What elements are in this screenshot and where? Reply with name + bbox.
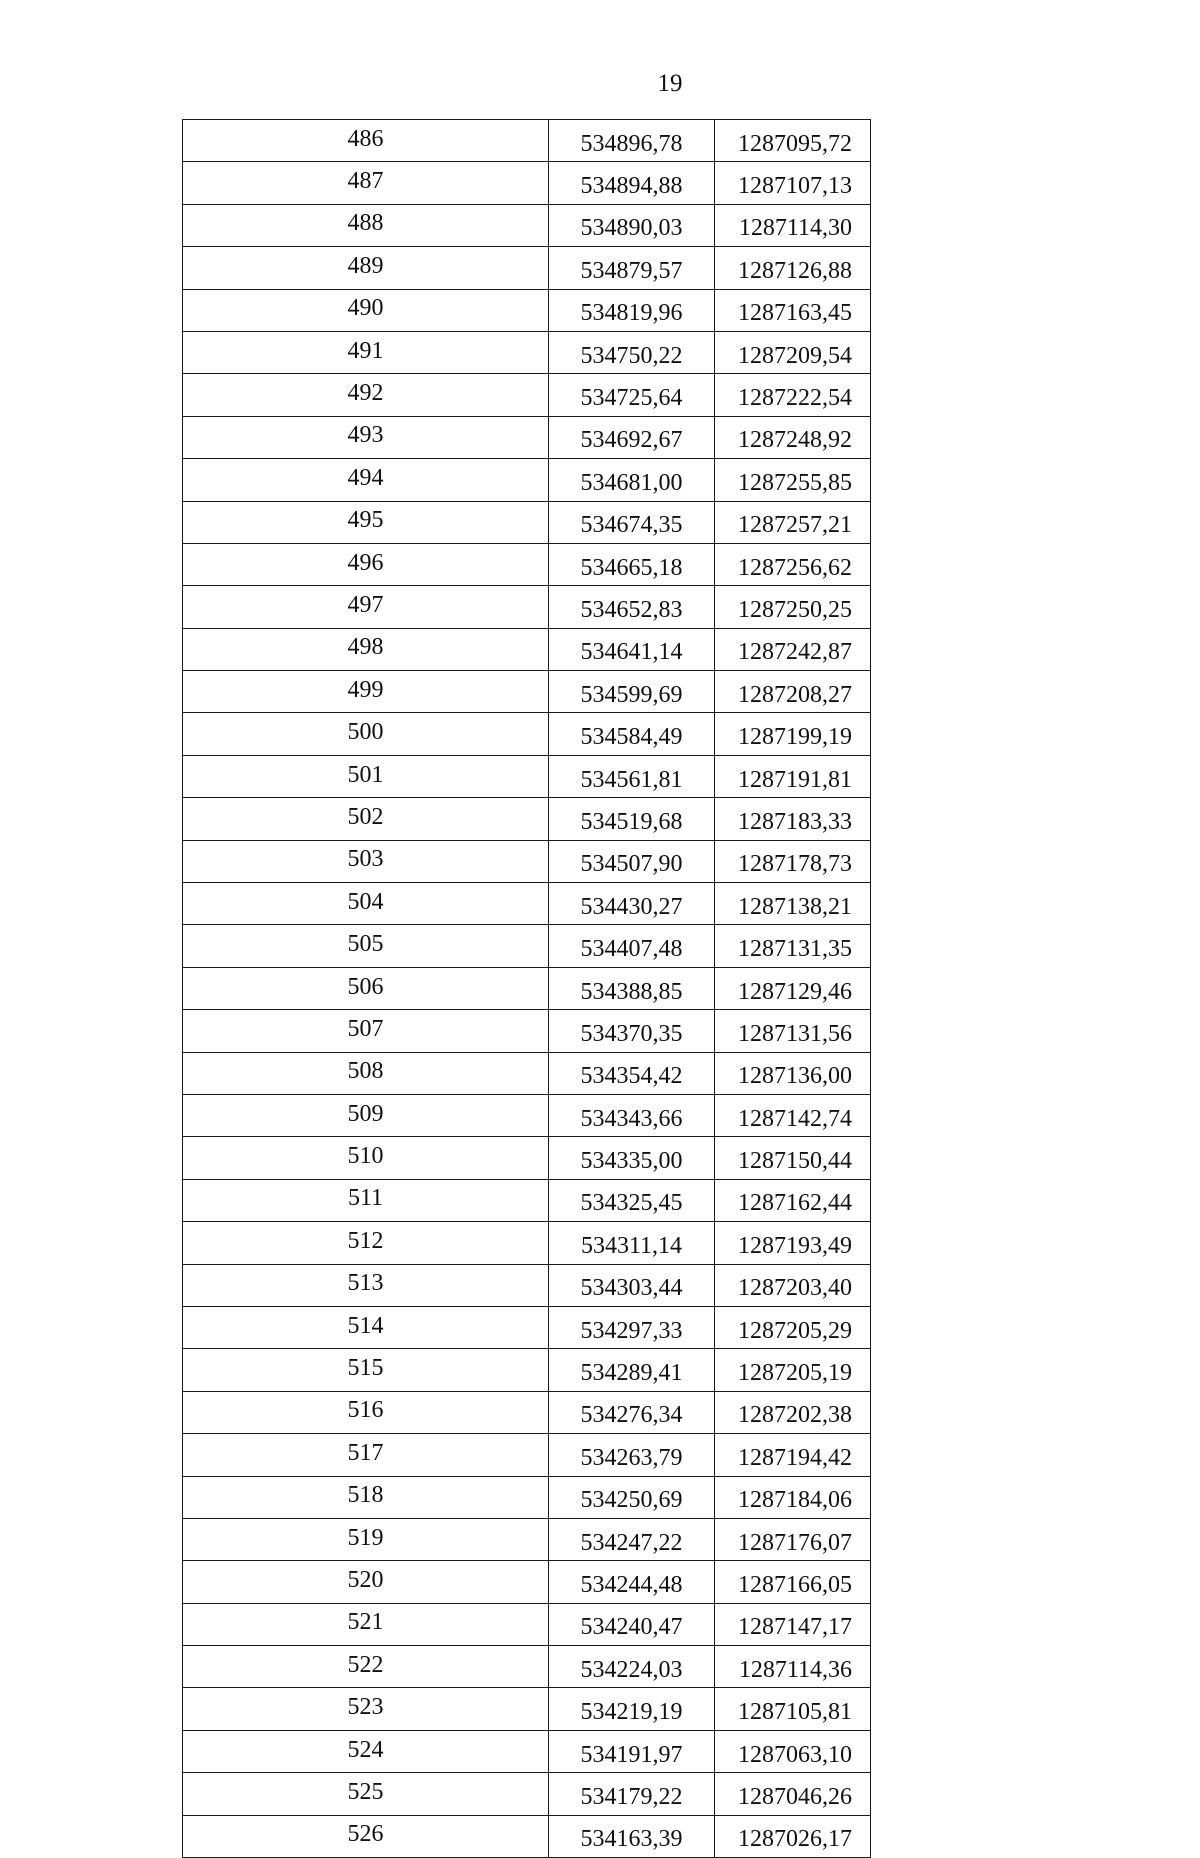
x-coordinate-cell: 534561,81 bbox=[549, 755, 715, 797]
table-row bbox=[183, 120, 871, 162]
coordinates-table-body bbox=[183, 120, 871, 1858]
x-coordinate-cell: 534674,35 bbox=[549, 501, 715, 543]
table-row bbox=[183, 204, 871, 246]
y-coordinate-cell: 1287138,21 bbox=[715, 883, 871, 925]
page-number: 19 bbox=[657, 70, 683, 97]
y-coordinate-cell: 1287136,00 bbox=[715, 1052, 871, 1094]
table-row bbox=[183, 543, 871, 585]
point-number-cell: 500 bbox=[183, 713, 549, 755]
point-number-cell: 512 bbox=[183, 1222, 549, 1264]
y-coordinate-cell: 1287193,49 bbox=[715, 1222, 871, 1264]
y-coordinate-cell: 1287126,88 bbox=[715, 247, 871, 289]
table-row bbox=[183, 1010, 871, 1052]
x-coordinate-cell: 534244,48 bbox=[549, 1561, 715, 1603]
table-row bbox=[183, 1137, 871, 1179]
table-row bbox=[183, 1349, 871, 1391]
table-row bbox=[183, 1052, 871, 1094]
y-coordinate-cell: 1287095,72 bbox=[715, 120, 871, 162]
point-number-cell: 496 bbox=[183, 543, 549, 585]
y-coordinate-cell: 1287191,81 bbox=[715, 755, 871, 797]
point-number-cell: 517 bbox=[183, 1434, 549, 1476]
table-row bbox=[183, 713, 871, 755]
x-coordinate-cell: 534652,83 bbox=[549, 586, 715, 628]
y-coordinate-cell: 1287107,13 bbox=[715, 162, 871, 204]
y-coordinate-cell: 1287256,62 bbox=[715, 543, 871, 585]
y-coordinate-cell: 1287205,19 bbox=[715, 1349, 871, 1391]
table-row bbox=[183, 967, 871, 1009]
table-row bbox=[183, 1094, 871, 1136]
table-row bbox=[183, 1603, 871, 1645]
table-row bbox=[183, 1773, 871, 1815]
x-coordinate-cell: 534276,34 bbox=[549, 1391, 715, 1433]
x-coordinate-cell: 534263,79 bbox=[549, 1434, 715, 1476]
table-row bbox=[183, 1306, 871, 1348]
x-coordinate-cell: 534325,45 bbox=[549, 1179, 715, 1221]
point-number-cell: 503 bbox=[183, 840, 549, 882]
x-coordinate-cell: 534584,49 bbox=[549, 713, 715, 755]
point-number-cell: 513 bbox=[183, 1264, 549, 1306]
x-coordinate-cell: 534297,33 bbox=[549, 1306, 715, 1348]
x-coordinate-cell: 534354,42 bbox=[549, 1052, 715, 1094]
x-coordinate-cell: 534335,00 bbox=[549, 1137, 715, 1179]
x-coordinate-cell: 534641,14 bbox=[549, 628, 715, 670]
point-number-cell: 525 bbox=[183, 1773, 549, 1815]
y-coordinate-cell: 1287178,73 bbox=[715, 840, 871, 882]
y-coordinate-cell: 1287063,10 bbox=[715, 1730, 871, 1772]
point-number-cell: 486 bbox=[183, 120, 549, 162]
table-row bbox=[183, 162, 871, 204]
y-coordinate-cell: 1287222,54 bbox=[715, 374, 871, 416]
x-coordinate-cell: 534224,03 bbox=[549, 1646, 715, 1688]
point-number-cell: 495 bbox=[183, 501, 549, 543]
point-number-cell: 518 bbox=[183, 1476, 549, 1518]
y-coordinate-cell: 1287046,26 bbox=[715, 1773, 871, 1815]
point-number-cell: 519 bbox=[183, 1518, 549, 1560]
point-number-cell: 493 bbox=[183, 416, 549, 458]
y-coordinate-cell: 1287147,17 bbox=[715, 1603, 871, 1645]
y-coordinate-cell: 1287202,38 bbox=[715, 1391, 871, 1433]
x-coordinate-cell: 534665,18 bbox=[549, 543, 715, 585]
table-row bbox=[183, 1434, 871, 1476]
y-coordinate-cell: 1287203,40 bbox=[715, 1264, 871, 1306]
table-row bbox=[183, 416, 871, 458]
point-number-cell: 494 bbox=[183, 459, 549, 501]
point-number-cell: 510 bbox=[183, 1137, 549, 1179]
x-coordinate-cell: 534894,88 bbox=[549, 162, 715, 204]
point-number-cell: 497 bbox=[183, 586, 549, 628]
point-number-cell: 492 bbox=[183, 374, 549, 416]
point-number-cell: 507 bbox=[183, 1010, 549, 1052]
table-row bbox=[183, 331, 871, 373]
y-coordinate-cell: 1287142,74 bbox=[715, 1094, 871, 1136]
y-coordinate-cell: 1287250,25 bbox=[715, 586, 871, 628]
x-coordinate-cell: 534430,27 bbox=[549, 883, 715, 925]
table-row bbox=[183, 247, 871, 289]
table-row bbox=[183, 671, 871, 713]
x-coordinate-cell: 534179,22 bbox=[549, 1773, 715, 1815]
coordinates-table bbox=[182, 119, 871, 1858]
y-coordinate-cell: 1287194,42 bbox=[715, 1434, 871, 1476]
table-row bbox=[183, 1518, 871, 1560]
y-coordinate-cell: 1287131,35 bbox=[715, 925, 871, 967]
x-coordinate-cell: 534879,57 bbox=[549, 247, 715, 289]
y-coordinate-cell: 1287176,07 bbox=[715, 1518, 871, 1560]
point-number-cell: 498 bbox=[183, 628, 549, 670]
y-coordinate-cell: 1287114,30 bbox=[715, 204, 871, 246]
y-coordinate-cell: 1287257,21 bbox=[715, 501, 871, 543]
point-number-cell: 511 bbox=[183, 1179, 549, 1221]
x-coordinate-cell: 534240,47 bbox=[549, 1603, 715, 1645]
point-number-cell: 508 bbox=[183, 1052, 549, 1094]
point-number-cell: 501 bbox=[183, 755, 549, 797]
y-coordinate-cell: 1287162,44 bbox=[715, 1179, 871, 1221]
point-number-cell: 515 bbox=[183, 1349, 549, 1391]
table-row bbox=[183, 1476, 871, 1518]
table-row bbox=[183, 1561, 871, 1603]
x-coordinate-cell: 534819,96 bbox=[549, 289, 715, 331]
x-coordinate-cell: 534303,44 bbox=[549, 1264, 715, 1306]
y-coordinate-cell: 1287105,81 bbox=[715, 1688, 871, 1730]
x-coordinate-cell: 534311,14 bbox=[549, 1222, 715, 1264]
x-coordinate-cell: 534191,97 bbox=[549, 1730, 715, 1772]
y-coordinate-cell: 1287131,56 bbox=[715, 1010, 871, 1052]
y-coordinate-cell: 1287255,85 bbox=[715, 459, 871, 501]
table-row bbox=[183, 501, 871, 543]
y-coordinate-cell: 1287114,36 bbox=[715, 1646, 871, 1688]
y-coordinate-cell: 1287205,29 bbox=[715, 1306, 871, 1348]
x-coordinate-cell: 534388,85 bbox=[549, 967, 715, 1009]
x-coordinate-cell: 534681,00 bbox=[549, 459, 715, 501]
table-row bbox=[183, 1222, 871, 1264]
point-number-cell: 506 bbox=[183, 967, 549, 1009]
x-coordinate-cell: 534163,39 bbox=[549, 1815, 715, 1857]
table-row bbox=[183, 883, 871, 925]
x-coordinate-cell: 534343,66 bbox=[549, 1094, 715, 1136]
point-number-cell: 499 bbox=[183, 671, 549, 713]
table-row bbox=[183, 1688, 871, 1730]
point-number-cell: 520 bbox=[183, 1561, 549, 1603]
table-row bbox=[183, 586, 871, 628]
point-number-cell: 504 bbox=[183, 883, 549, 925]
point-number-cell: 487 bbox=[183, 162, 549, 204]
y-coordinate-cell: 1287248,92 bbox=[715, 416, 871, 458]
point-number-cell: 526 bbox=[183, 1815, 549, 1857]
x-coordinate-cell: 534289,41 bbox=[549, 1349, 715, 1391]
table-row bbox=[183, 1179, 871, 1221]
point-number-cell: 516 bbox=[183, 1391, 549, 1433]
x-coordinate-cell: 534247,22 bbox=[549, 1518, 715, 1560]
x-coordinate-cell: 534370,35 bbox=[549, 1010, 715, 1052]
y-coordinate-cell: 1287183,33 bbox=[715, 798, 871, 840]
table-row bbox=[183, 798, 871, 840]
table-row bbox=[183, 1815, 871, 1857]
y-coordinate-cell: 1287166,05 bbox=[715, 1561, 871, 1603]
y-coordinate-cell: 1287242,87 bbox=[715, 628, 871, 670]
point-number-cell: 522 bbox=[183, 1646, 549, 1688]
point-number-cell: 514 bbox=[183, 1306, 549, 1348]
table-row bbox=[183, 755, 871, 797]
y-coordinate-cell: 1287199,19 bbox=[715, 713, 871, 755]
point-number-cell: 489 bbox=[183, 247, 549, 289]
y-coordinate-cell: 1287184,06 bbox=[715, 1476, 871, 1518]
point-number-cell: 488 bbox=[183, 204, 549, 246]
table-row bbox=[183, 628, 871, 670]
x-coordinate-cell: 534519,68 bbox=[549, 798, 715, 840]
table-row bbox=[183, 1646, 871, 1688]
table-row bbox=[183, 1264, 871, 1306]
x-coordinate-cell: 534507,90 bbox=[549, 840, 715, 882]
point-number-cell: 509 bbox=[183, 1094, 549, 1136]
x-coordinate-cell: 534750,22 bbox=[549, 331, 715, 373]
point-number-cell: 523 bbox=[183, 1688, 549, 1730]
table-row bbox=[183, 289, 871, 331]
x-coordinate-cell: 534692,67 bbox=[549, 416, 715, 458]
point-number-cell: 521 bbox=[183, 1603, 549, 1645]
y-coordinate-cell: 1287150,44 bbox=[715, 1137, 871, 1179]
table-row bbox=[183, 925, 871, 967]
y-coordinate-cell: 1287208,27 bbox=[715, 671, 871, 713]
y-coordinate-cell: 1287026,17 bbox=[715, 1815, 871, 1857]
point-number-cell: 524 bbox=[183, 1730, 549, 1772]
x-coordinate-cell: 534896,78 bbox=[549, 120, 715, 162]
y-coordinate-cell: 1287209,54 bbox=[715, 331, 871, 373]
x-coordinate-cell: 534407,48 bbox=[549, 925, 715, 967]
x-coordinate-cell: 534599,69 bbox=[549, 671, 715, 713]
table-row bbox=[183, 1391, 871, 1433]
x-coordinate-cell: 534890,03 bbox=[549, 204, 715, 246]
table-row bbox=[183, 459, 871, 501]
point-number-cell: 490 bbox=[183, 289, 549, 331]
y-coordinate-cell: 1287129,46 bbox=[715, 967, 871, 1009]
point-number-cell: 491 bbox=[183, 331, 549, 373]
y-coordinate-cell: 1287163,45 bbox=[715, 289, 871, 331]
table-row bbox=[183, 374, 871, 416]
x-coordinate-cell: 534250,69 bbox=[549, 1476, 715, 1518]
table-row bbox=[183, 840, 871, 882]
point-number-cell: 505 bbox=[183, 925, 549, 967]
point-number-cell: 502 bbox=[183, 798, 549, 840]
x-coordinate-cell: 534725,64 bbox=[549, 374, 715, 416]
table-row bbox=[183, 1730, 871, 1772]
x-coordinate-cell: 534219,19 bbox=[549, 1688, 715, 1730]
